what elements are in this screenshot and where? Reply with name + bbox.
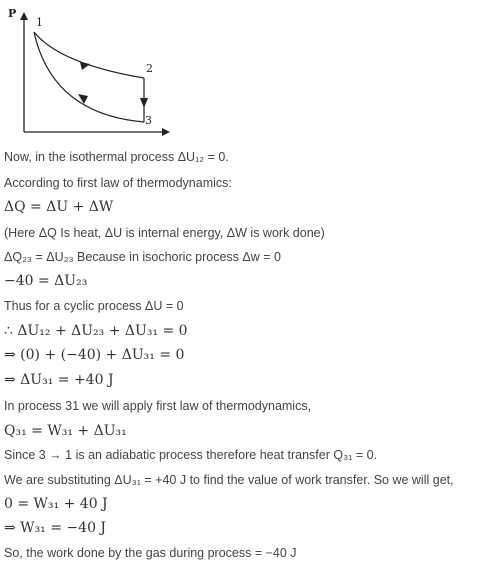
point-1-label: 1	[36, 16, 43, 29]
curve-3-1	[34, 32, 144, 122]
solution-line-17: So, the work done by the gas during process = −40 J	[4, 546, 297, 560]
solution-line-10: ⇒ ΔU₃₁ = +40 J	[4, 372, 114, 388]
solution-line-2: According to first law of thermodynamics:	[4, 176, 232, 190]
p-axis-label: P	[8, 7, 17, 20]
point-2-label: 2	[146, 62, 153, 75]
solution-line-7: Thus for a cyclic process ΔU = 0	[4, 299, 184, 313]
point-3-label: 3	[145, 114, 152, 127]
solution-line-13: Since 3 → 1 is an adiabatic process therefore heat transfer Q₃₁ = 0.	[4, 448, 378, 462]
solution-line-8: ∴ ΔU₁₂ + ΔU₂₃ + ΔU₃₁ = 0	[4, 323, 188, 339]
solution-line-6: −40 = ΔU₂₃	[4, 273, 88, 289]
solution-line-16: ⇒ W₃₁ = −40 J	[4, 520, 107, 536]
solution-line-11: In process 31 we will apply first law of thermodynamics,	[4, 399, 312, 413]
solution-line-12: Q₃₁ = W₃₁ + ΔU₃₁	[4, 423, 127, 439]
solution-line-4: (Here ΔQ Is heat, ΔU is internal energy, ΔW is work done)	[4, 226, 325, 240]
solution-line-5: ΔQ₂₃ = ΔU₂₃ Because in isochoric process Δw = 0	[4, 250, 281, 264]
arrow-1-2	[80, 62, 90, 70]
solution-line-1: Now, in the isothermal process ΔU₁₂ = 0.	[4, 150, 229, 164]
solution-line-3: ΔQ = ΔU + ΔW	[4, 199, 114, 215]
solution-line-14: We are substituting ΔU₃₁ = +40 J to find the value of work transfer. So we will get,	[4, 473, 454, 487]
arrow-2-3	[140, 98, 148, 108]
curve-1-2	[34, 32, 144, 78]
solution-line-9: ⇒ (0) + (−40) + ΔU₃₁ = 0	[4, 347, 185, 363]
solution-line-15: 0 = W₃₁ + 40 J	[4, 496, 108, 512]
pv-diagram	[0, 0, 180, 140]
